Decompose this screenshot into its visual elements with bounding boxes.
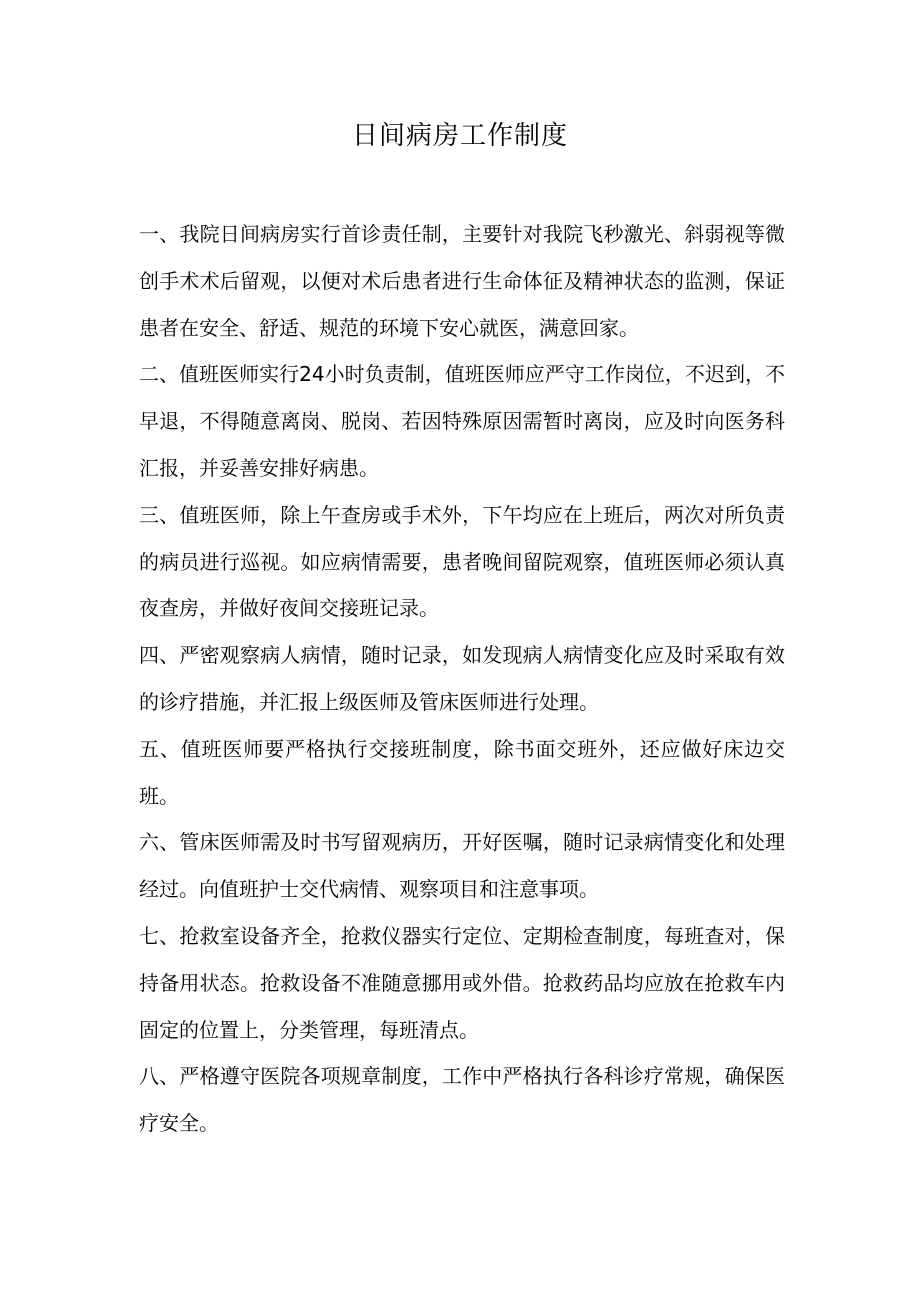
paragraph-4: 四、严密观察病人病情，随时记录，如发现病人病情变化应及时采取有效的诊疗措施，并汇报上级医师及管床医师进行处理。 [139,643,785,714]
document-body [139,211,785,1147]
paragraph-7: 七、抢救室设备齐全，抢救仪器实行定位、定期检查制度，每班查对，保持备用状态。抢救设备不准随意挪用或外借。抢救药品均应放在抢救车内固定的位置上，分类管理，每班清点。 [139,923,785,1042]
paragraph-8: 八、严格遵守医院各项规章制度，工作中严格执行各科诊疗常规，确保医疗安全。 [139,1064,785,1136]
paragraph-2: 二、值班医师实行24小时负责制，值班医师应严守工作岗位，不迟到，不早退，不得随意离岗、脱岗、若因特殊原因需暂时离岗，应及时向医务科汇报，并妥善安排好病患。 [139,362,785,480]
paragraph-3: 三、值班医师，除上午查房或手术外，下午均应在上班后，两次对所负责的病员进行巡视。如应病情需要，患者晚间留院观察，值班医师必须认真夜查房，并做好夜间交接班记录。 [139,502,785,621]
paragraph-1: 一、我院日间病房实行首诊责任制，主要针对我院飞秒激光、斜弱视等微创手术术后留观，以便对术后患者进行生命体征及精神状态的监测，保证患者在安全、舒适、规范的环境下安心就医，满意回家。 [139,222,785,340]
document-title: 日间病房工作制度 [351,121,568,151]
paragraph-6: 六、管床医师需及时书写留观病历，开好医嘱，随时记录病情变化和处理经过。向值班护士交代病情、观察项目和注意事项。 [139,830,785,902]
paragraph-5: 五、值班医师要严格执行交接班制度，除书面交班外，还应做好床边交班。 [139,736,785,808]
